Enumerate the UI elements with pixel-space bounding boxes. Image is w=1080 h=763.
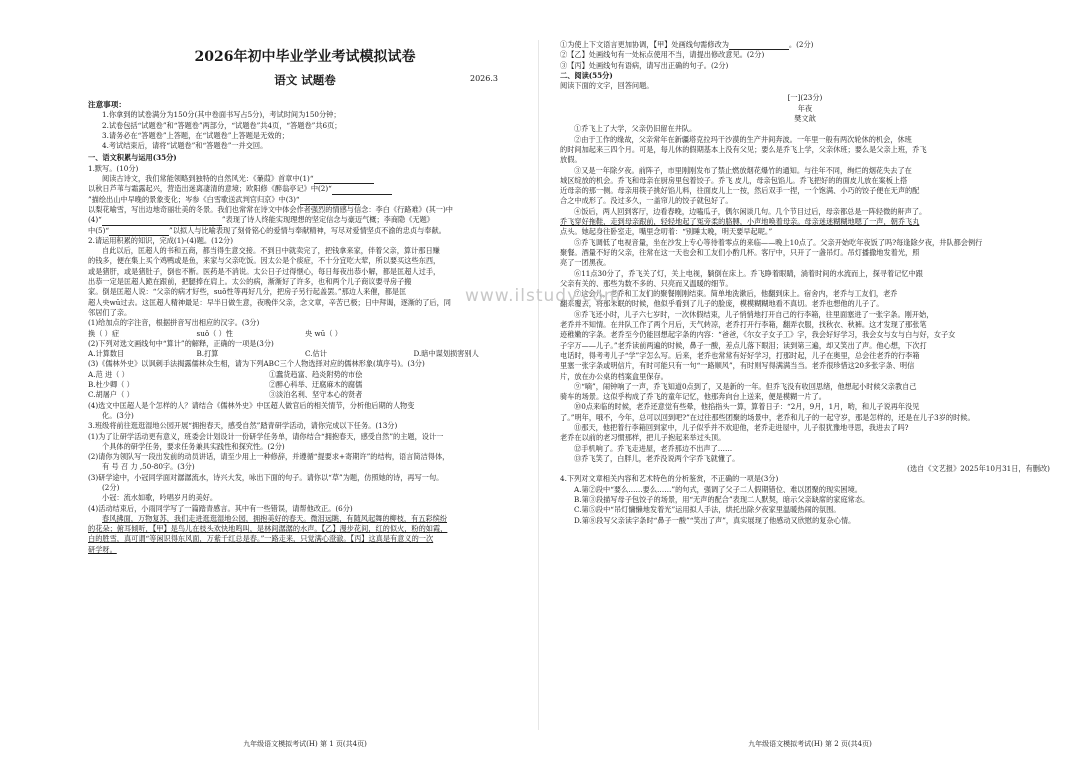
right-page <box>540 0 1080 763</box>
story-para: 放假。 <box>560 155 582 165</box>
question-2: 2.请运用积累的知识，完成(1)-(4)题。(12分) <box>88 235 234 245</box>
notice-item: 4.考试结束后，请将“试题卷”和“答题卷”一并交回。 <box>102 141 268 151</box>
story-para: 聚餐。酒量不好的父亲，往常在这一天也会和工友们小酌几杯。客厅中，只开了一盏吊灯。吊灯播撒地发着光，照 <box>560 247 920 257</box>
story-para: 父亲有关的、那些为数不多的、只亮而又温暖的细节。 <box>560 278 733 288</box>
exam-title: 2026年初中毕业学业考试模拟试卷 <box>194 49 416 65</box>
q3-4-sub: ③【丙】处画线句有语病，请写出正确的句子。(2分) <box>560 60 729 70</box>
q2-1-items <box>88 329 522 339</box>
q1-line: (4)“ ”表现了诗人终能实现理想的坚定信念与豪迈气概；李商隐《无题》 <box>88 215 434 225</box>
subtitle-text: 语文 试题卷 <box>274 73 336 87</box>
q4-option: D.第⑧段写父亲读字条时“鼻子一酸”“笑出了声”，真实展现了他感动又欣慰的复杂心情。 <box>574 515 856 525</box>
q1-line: 中(5)“ ”以拟人与比喻表现了刻骨铭心的爱情与奉献精神，写尽对爱情坚贞不渝的忠贞与奉献。 <box>88 225 446 235</box>
q2-passage: 邻居们了亲。 <box>88 307 132 317</box>
notice-item: 3.请务必在“答题卷”上答题，在“试题卷”上答题是无效的； <box>102 130 289 140</box>
q1-line: 以梨花喻雪，写出边地奇丽壮美的冬景。我们也常常在诗文中体会作者强烈的情感与信念：李白《行路难》(其一)中 <box>88 204 453 214</box>
section-2-heading: 二、阅读(55分) <box>560 70 613 80</box>
match-right: ①蠢货趋富、趋炎附势的市侩 <box>268 369 363 379</box>
q3-sub-2-cont: 有 号 召 力 ,50-80字。(3分) <box>102 462 195 472</box>
notice-heading: 注意事项： <box>88 100 126 109</box>
q4-option: C.第⑤段中“吊灯慵懒地发着光”运用拟人手法，烘托出除夕夜家里温暖热闹的氛围。 <box>574 505 841 515</box>
story-author: 樊文歆 <box>794 114 816 124</box>
story-para: ①乔飞上了大学，父亲仍旧留在井队。 <box>574 124 697 134</box>
q3-4-passage: 研学呀。 <box>88 544 117 554</box>
story-para: ⑦这会儿，老乔和工友们的聚餐刚刚结束。简单地洗漱后，他翻到床上。宿舍内，老乔与工友们，老乔 <box>574 289 898 299</box>
story-para: ⑥11点30分了，乔飞关了灯，关上电视，躺倒在床上。乔飞睁着眼睛，淌着时间的水流而上，探寻着记忆中跟 <box>574 268 923 278</box>
story-para: 合之中成形了。没过多久，一盖帘儿的饺子就包好了。 <box>560 196 733 206</box>
story-para: 子字万——儿子。”老乔读前两遍的时候，鼻子一酸，差点儿落下眼泪；读到第三遍，却又笑出了声。他心想，下次打 <box>560 340 927 350</box>
story-para: 迹稚嫩的字条。老乔至今仍能回想起字条的内容：“爸爸，《尔女子女子工》字，我会好好学习，我会女与女与白与好，女子女 <box>560 330 956 340</box>
q3-4-sub: ①为使上下文语言更加协调，【甲】处画线句需修改为 。(2分) <box>560 40 814 49</box>
option: B.打算 <box>196 349 219 359</box>
site-watermark: www.ilstudy.com <box>465 286 622 306</box>
story-para: ④饭后，两人回到客厅，边看春晚，边嗑瓜子，偶尔闲谈几句。几个节目过后，母亲都总是一阵轻微的鼾声了。 <box>574 206 927 216</box>
pinyin-item: 换（ ）症 <box>88 328 120 338</box>
notice-item: 2.试卷包括“试题卷”和“答题卷”两部分，“试题卷”共4页，“答题卷”共6页； <box>102 120 342 130</box>
section-1-heading: 一、语文积累与运用(35分) <box>88 153 177 163</box>
q4-option: B.第③段描写母子包饺子的场景，用“无声的配合”表现二人默契，暗示父亲缺席的家庭常态。 <box>574 495 870 505</box>
option: C.估计 <box>305 349 327 359</box>
question-3: 3.班级将前往逛逛湿地公园开展“拥抱春天，感受自然”踏青研学活动，请你完成以下任务。(13分) <box>88 421 398 431</box>
answer-blank[interactable] <box>300 196 360 205</box>
q2-sub-1: (1)给加点的字注音，根据拼音写出相应的汉字。(3分) <box>88 318 260 328</box>
q2-passage: 的钱多，便在集上买个鸡鸭或是鱼，来家与父亲吃饭。因太公是个痰症，不十分宜吃大荤，所以要买这些东西， <box>88 256 441 266</box>
reading-part: [一](23分) <box>787 93 823 103</box>
q3-4-sub: ②【乙】处画线句有一处标点使用不当，请提出修改意见。(2分) <box>560 50 765 60</box>
reading-intro: 阅读下面的文字，回答问题。 <box>560 81 654 91</box>
q2-3-matching <box>88 370 522 401</box>
q2-2-options <box>88 349 522 359</box>
story-para: 点头。她起身往卧室走，嘴里念叨着：“别睡太晚，明天要早起呢。” <box>560 227 773 237</box>
answer-blank[interactable] <box>102 217 222 226</box>
q2-sub-4: (4)选文中匡超人是个怎样的人？请结合《儒林外史》中匡超人做官后的相关情节，分析他后期的人物变 <box>88 400 415 410</box>
page-divider <box>538 40 539 730</box>
q3-sub-1-cont: 个具体的研学任务，要求任务兼具实践性和探究性。(2分) <box>102 441 285 451</box>
q2-passage: 家。倒是匡超人说：“父亲的病才好些，suǒ性等再好几分，把房子另行起盖罢。”那边人来催，都是匡 <box>88 287 407 297</box>
q4-option: A.第②段中“要么……要么……”的句式，强调了父子二人假期错位、难以团聚的现实困境。 <box>574 484 862 494</box>
q3-sub-3-cont: (2分) <box>102 482 120 492</box>
story-para: 老乔并不知情。在井队工作了两个月后，天气转凉，老乔打开行李箱，翻弄衣服，找秋衣、秋裤。这才发现了那张笔 <box>560 320 927 330</box>
page-footer: 九年级语文模拟考试(H) 第 2 页(共4页) <box>748 740 872 748</box>
story-para: 翻来覆去，将那未眠的时候，他似乎看到了儿子的脸庞，模模糊糊地看不真切。老乔也想他的儿子了。 <box>560 299 884 309</box>
exam-subtitle <box>88 72 522 88</box>
page-footer: 九年级语文模拟考试(H) 第 1 页(共4页) <box>243 740 367 748</box>
story-para-underlined: 乔飞穿好拖鞋，走到母亲跟前，轻轻地起了冤旁柔的胳膊，小声地唤着母亲。母亲迷迷糊糊地嗯了一声，朝乔飞丸 <box>560 217 920 227</box>
answer-blank[interactable] <box>314 175 374 184</box>
answer-blank[interactable] <box>332 186 392 195</box>
story-para: 里塞一张字条或明信片，有时可能只有一句“一路顺风”，有时则写得满满当当。老乔很珍惜这20多张字条、明信 <box>560 361 915 371</box>
question-1: 1.默写。(10分) <box>88 163 139 173</box>
q3-sub-4: (4)活动结束后，小雨同学写了一篇踏青感言。其中有一些错误，请帮他改正。(6分) <box>88 503 353 513</box>
story-source: (选自《文艺报》2025年10月31日，有删改) <box>907 464 1050 474</box>
q3-sub-1: (1)为了让研学活动更有意义，班委会计划设计一份研学任务单，请你结合“拥抱春天，感受自然”的主题，设计一 <box>88 431 444 441</box>
q1-line: 以秋日芦苇与霜露起兴，营造出迷离凄清的意境；欧阳修《醉翁亭记》中(2)“ <box>88 184 522 194</box>
story-para: ⑧乔飞还小时，儿子六七岁时，一次休假结束，儿子悄悄地打开自己的行李箱，往里面塞进了一张字条。刚开始， <box>574 309 934 319</box>
match-right: ③淡泊名利、坚守本心的贤者 <box>268 390 363 400</box>
story-para: ⑪那天，他把着行李箱回到家中，儿子似乎并不欢迎他，老乔走进屋中，儿子很犹豫地寻思，我进去了吗? <box>574 422 909 432</box>
story-para: 电话时，得考考儿子“学”字怎么写。后来，老乔也常常有好好学习，打那时起，儿子在奥里，总会往老乔的行李箱 <box>560 350 920 360</box>
match-left: B.杜少卿（ ） <box>88 380 134 390</box>
story-para: 城区绽放的机会。乔飞和母亲在厨房里包着饺子。乔飞 皮儿，母亲包馅儿。乔飞把好的的面皮儿放在案板上搭 <box>560 175 908 185</box>
story-para: ⑩0点来临的时候，老乔还意觉有些晕，他掐指头一算，算着日子：“2月，9月，1月，哟，和儿子说再年没见 <box>574 402 920 412</box>
answer-blank[interactable] <box>109 227 169 236</box>
q3-sub-2: (2)请你为领队写一段出发前的动员讲话，请至少用上一种修辞，并遵循“提要求+寄期许”的结构，语言简洁得体， <box>88 452 450 462</box>
question-4: 4.下列对文章相关内容和艺术特色的分析鉴赏，不正确的一项是(3分) <box>560 474 779 484</box>
match-left: C.胡屠户（ ） <box>88 390 134 400</box>
match-right: ②醉心科举、迂腐麻木的腐儒 <box>268 380 363 390</box>
story-para: 老乔在以前的老习惯那样，把儿子抱起来举过头顶。 <box>560 433 726 443</box>
match-left: A.范 进（ ） <box>88 369 129 379</box>
option: A.计算数目 <box>88 349 125 359</box>
story-title: 年夜 <box>797 103 813 113</box>
option: D.暗中谋划损害别人 <box>413 349 479 359</box>
exam-date: 2026.3 <box>470 74 498 83</box>
q2-passage: 或是猪肝，或是猪肚子，倒也不断。医药是不消说。太公日子过得惬心，每日每夜出恭小解，都是匡超人过手， <box>88 266 441 276</box>
q1-line: ”描绘出山中早晚的景象变化；岑参《白雪歌送武判官归京》中(3)“ <box>88 195 522 205</box>
story-para: ⑫手机响了。乔飞走进屋，老乔那边不出声了…… <box>574 443 733 453</box>
story-para: 了。”明年，哦不，今年，总可以回到吧?”在过往那些团聚的场景中，老乔和儿子的一起守岁，那是怎样的，还是在儿子3岁的时候。 <box>560 412 975 422</box>
q3-4-passage: 白的胜雪，真可谓“等闲识得东风面，万紫千红总是春。”一路走来，只觉满心澄澈。【丙】这真是有意义的一次 <box>88 534 434 544</box>
story-para: 片，放在办公桌的档案盒里保存。 <box>560 371 668 381</box>
story-para: ②由于工作的缘故，父亲常年在新疆塔克拉玛干沙漠的生产井间奔波。一年里一般有两次轮休的机会，休班 <box>574 134 912 144</box>
q2-sub-2: (2)下列对选文画线句中“算计”的解释，正确的一项是(3分) <box>88 338 274 348</box>
answer-blank[interactable] <box>729 41 789 50</box>
story-para: ⑬乔飞笑了，白胖儿，老乔没说两个字乔飞就懂了。 <box>574 453 740 463</box>
story-para: 亮了一团黑夜。 <box>560 258 611 268</box>
q2-sub-4-cont: 化。(3分) <box>102 410 134 420</box>
q3-sub-3-example: 小冠：流水如歌，吟唱岁月的美好。 <box>102 493 218 503</box>
q2-passage: 超人央wū过去。这匡超人精神最足：早半日做生意，夜晚伴父亲，念文章，辛苦已极；日中拜谒，逐渐的了后，同 <box>88 297 451 307</box>
story-para: ③又是一年除夕夜。前阵子，市里刚刚发布了禁止燃放烟花爆竹的通知。与往年不同，绚烂的烟花失去了在 <box>574 165 912 175</box>
story-para: 的时间加起来三四个月。可是，每儿休的假期基本上没有父见；要么是乔飞上学，父亲休班；要么是父亲上班，乔飞 <box>560 144 927 154</box>
q1-line: 阅读古诗文，我们常能领略到独特的自然风光：《蒹葭》首章中(1)“ <box>88 174 522 184</box>
q2-sub-3: (3)《儒林外史》以讽刺手法揭露儒林众生相，请为下列ABC三个人物选择对应的儒林形象(填序号)。(3分) <box>88 359 425 369</box>
q3-4-passage: 的花朵；俯耳倾听，【甲】是鸟儿在枝头欢快地鸣叫，是林间潺潺的水声。【乙】漫步花间，红的似火，粉的如霞， <box>88 524 448 534</box>
q3-4-passage: 春风拂面，万物复苏，我们走进逛逛湿地公园，拥抱美好的春天。微泪远眺，有随风起舞的柳枝，有五彩缤纷 <box>102 513 448 523</box>
story-para: 近母亲的那一侧。母亲用筷子挑好馅儿料，往面皮儿上一按，然后双手一捏，一个饱满、小巧的饺子便在无声的配 <box>560 186 920 196</box>
story-para: ⑨“嘀”，闹钟响了一声，乔飞知道0点到了，又是新的一年。但乔飞没有收回思绪，他想起小时候父亲教自己 <box>574 381 917 391</box>
q3-sub-3: (3)研学途中，小冠同学面对潺潺流水，诗兴大发，咏出下面的句子。请你以“草”为题，仿照她的诗，再写一句。 <box>88 472 444 482</box>
q2-passage: 出恭一定是匡超人跪在跟前，把腿捧在肩上。太公的病，渐渐好了许多，也和两个儿子商议要寻房子搬 <box>88 277 412 287</box>
pinyin-item: suǒ（ ）性 <box>196 328 233 338</box>
story-para: 骑车的场景。这似乎构成了乔飞的童年记忆，他那奔向台上送来，便是模糊一片了。 <box>560 392 826 402</box>
story-para: ⑤乔飞调低了电视音量，坐在沙发上专心等待着零点的来临——晚上10点了。父亲开始吃年夜饭了吗?每逢除夕夜，井队都会例行 <box>574 237 983 247</box>
q2-passage: 自此以后，匡超人的书和五商，都当得生意交接。不到日中就卖完了，把钱拿来家，伴着父亲，算计那日赚 <box>102 246 440 256</box>
notice-item: 1.你拿到的试卷满分为150分(其中卷面书写占5分)，考试时间为150分钟； <box>102 110 341 120</box>
story-body <box>560 124 1050 464</box>
pinyin-item: 央 wū（ ） <box>305 328 342 338</box>
